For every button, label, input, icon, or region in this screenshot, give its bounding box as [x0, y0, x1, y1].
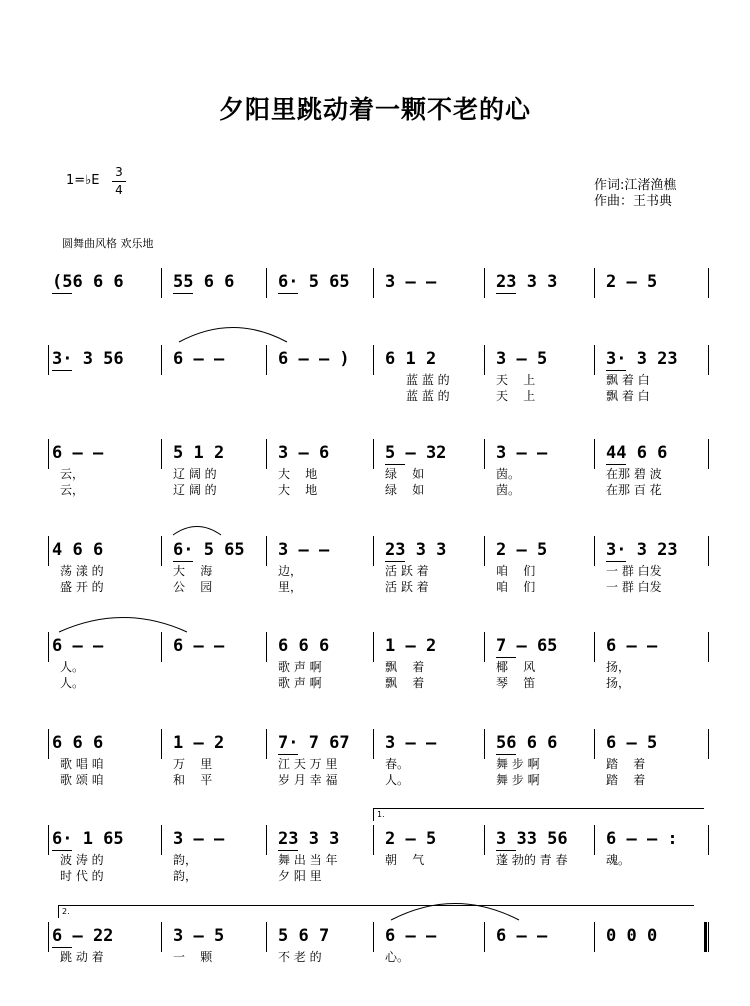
volta-number: 1. [377, 810, 385, 819]
bar-line [373, 729, 374, 759]
beam-line [606, 370, 626, 371]
lyric-line-2: 活 跃 着 [385, 580, 429, 594]
bar-line [48, 632, 49, 662]
bar-line [48, 536, 49, 566]
lyric-line-2: 飘 着 白 [606, 389, 650, 403]
measure: 7 – 65 [496, 636, 558, 656]
measure: 3 – 6 [278, 443, 330, 463]
key-signature: 1=♭E [66, 173, 100, 188]
measure: 6 – 22 [52, 926, 114, 946]
bar-line [708, 922, 709, 952]
bar-line [484, 632, 485, 662]
time-signature-bottom: 4 [115, 183, 123, 197]
bar-line [373, 922, 374, 952]
bar-line [594, 536, 595, 566]
measure: 7· 7 67 [278, 733, 350, 753]
lyric-line-2: 飘 着 [385, 676, 425, 690]
bar-line [161, 268, 162, 298]
lyric-line-1: 飘 着 白 [606, 373, 650, 387]
measure: 6 – – : [606, 829, 678, 849]
bar-line [594, 439, 595, 469]
measure: 6 – – [606, 636, 658, 656]
bar-line [373, 825, 374, 855]
lyric-line-1: 舞 出 当 年 [278, 853, 338, 867]
lyric-line-2: 蓝 蓝 的 [406, 389, 450, 403]
lyric-line-1: 韵， [173, 853, 198, 867]
bar-line [161, 439, 162, 469]
bar-line [484, 536, 485, 566]
beam-line [385, 561, 405, 562]
lyric-line-2: 时 代 的 [60, 869, 104, 883]
lyric-line-1: 春。 [385, 757, 410, 771]
measure: 3· 3 23 [606, 349, 678, 369]
bar-line [594, 729, 595, 759]
beam-line [52, 850, 72, 851]
lyric-line-2: 扬， [606, 676, 631, 690]
lyric-line-1: 辽 阔 的 [173, 467, 217, 481]
measure: 3 – – [385, 733, 437, 753]
lyric-line-1: 万 里 [173, 757, 213, 771]
measure: 3 – – [385, 272, 437, 292]
lyric-line-2: 绿 如 [385, 483, 425, 497]
lyric-line-1: 茵。 [496, 467, 521, 481]
measure: 1 – 2 [385, 636, 437, 656]
lyric-line-1: 魂。 [606, 853, 631, 867]
measure: 56 6 6 [496, 733, 558, 753]
measure: 55 6 6 [173, 272, 235, 292]
lyric-line-1: 朝 气 [385, 853, 425, 867]
lyric-line-1: 椰 风 [496, 660, 536, 674]
measure: 6 – – [173, 349, 225, 369]
measure: 3 33 56 [496, 829, 568, 849]
lyric-line-1: 江 天 万 里 [278, 757, 338, 771]
bar-line [48, 825, 49, 855]
beam-line [52, 370, 72, 371]
measure: 23 3 3 [496, 272, 558, 292]
measure: 6· 5 65 [173, 540, 245, 560]
lyric-line-2: 歌 颂 咱 [60, 773, 104, 787]
lyric-line-1: 心。 [385, 950, 410, 964]
lyric-line-2: 在那 百 花 [606, 483, 662, 497]
lyric-line-2: 人。 [60, 676, 85, 690]
bar-line [484, 729, 485, 759]
measure: 6· 1 65 [52, 829, 124, 849]
lyric-line-1: 舞 步 啊 [496, 757, 540, 771]
final-bar-line [704, 922, 707, 952]
beam-line [278, 850, 298, 851]
bar-line [266, 268, 267, 298]
tempo-style: 圆舞曲风格 欢乐地 [62, 237, 154, 250]
lyric-line-1: 天 上 [496, 373, 536, 387]
measure: 0 0 0 [606, 926, 658, 946]
bar-line [161, 729, 162, 759]
lyric-line-1: 大 地 [278, 467, 318, 481]
bar-line [594, 825, 595, 855]
measure: 2 – 5 [385, 829, 437, 849]
measure: 6 6 6 [278, 636, 330, 656]
measure: 3 – – [173, 829, 225, 849]
measure: 1 – 2 [173, 733, 225, 753]
bar-line [594, 922, 595, 952]
bar-line [373, 439, 374, 469]
measure: 3 – – [278, 540, 330, 560]
beam-line [173, 561, 193, 562]
bar-line [594, 632, 595, 662]
bar-line [708, 825, 709, 855]
lyric-line-1: 咱 们 [496, 564, 536, 578]
bar-line [266, 439, 267, 469]
bar-line [484, 345, 485, 375]
bar-line [266, 825, 267, 855]
measure: 6 6 6 [52, 733, 104, 753]
bar-line [266, 345, 267, 375]
measure: 6 – – [385, 926, 437, 946]
measure: 6 – – [52, 443, 104, 463]
measure: 3 – 5 [173, 926, 225, 946]
bar-line [594, 268, 595, 298]
beam-line [385, 464, 405, 465]
volta-number: 2. [62, 907, 70, 916]
bar-line [161, 922, 162, 952]
beam-line [496, 850, 516, 851]
measure: 23 3 3 [278, 829, 340, 849]
lyric-line-1: 绿 如 [385, 467, 425, 481]
lyricist: 作词:江渚渔樵 [594, 178, 677, 193]
time-signature-top: 3 [115, 165, 123, 179]
bar-line [48, 922, 49, 952]
bar-line [708, 632, 709, 662]
bar-line [161, 536, 162, 566]
bar-line [708, 536, 709, 566]
lyric-line-1: 蓝 蓝 的 [406, 373, 450, 387]
beam-line [52, 947, 72, 948]
bar-line [484, 825, 485, 855]
lyric-line-2: 天 上 [496, 389, 536, 403]
measure: 5 – 32 [385, 443, 447, 463]
bar-line [161, 825, 162, 855]
bar-line [266, 536, 267, 566]
bar-line [48, 439, 49, 469]
lyric-line-1: 云， [60, 467, 85, 481]
lyric-line-1: 跳 动 着 [60, 950, 104, 964]
measure: 4 6 6 [52, 540, 104, 560]
volta-bracket [58, 905, 694, 918]
lyric-line-2: 夕 阳 里 [278, 869, 322, 883]
bar-line [161, 345, 162, 375]
slur-arc [58, 617, 188, 633]
lyric-line-1: 歌 唱 咱 [60, 757, 104, 771]
bar-line [48, 729, 49, 759]
lyric-line-1: 边， [278, 564, 303, 578]
lyric-line-2: 舞 步 啊 [496, 773, 540, 787]
lyric-line-1: 一 群 白发 [606, 564, 662, 578]
lyric-line-2: 茵。 [496, 483, 521, 497]
beam-line [606, 561, 626, 562]
lyric-line-2: 人。 [385, 773, 410, 787]
measure: 44 6 6 [606, 443, 668, 463]
beam-line [278, 754, 298, 755]
bar-line [266, 922, 267, 952]
lyric-line-2: 公 园 [173, 580, 213, 594]
beam-line [52, 293, 72, 294]
measure: (56 6 6 [52, 272, 124, 292]
measure: 6 – – ) [278, 349, 350, 369]
lyric-line-1: 人。 [60, 660, 85, 674]
bar-line [48, 345, 49, 375]
song-title: 夕阳里跳动着一颗不老的心 [218, 95, 531, 124]
bar-line [266, 632, 267, 662]
lyric-line-1: 踏 着 [606, 757, 646, 771]
bar-line [266, 729, 267, 759]
lyric-line-1: 歌 声 啊 [278, 660, 322, 674]
measure: 6 1 2 [385, 349, 437, 369]
slur-arc [178, 327, 288, 343]
lyric-line-1: 一 颗 [173, 950, 213, 964]
lyric-line-1: 波 涛 的 [60, 853, 104, 867]
bar-line [708, 729, 709, 759]
beam-line [496, 657, 516, 658]
bar-line [708, 345, 709, 375]
measure: 6 – – [173, 636, 225, 656]
bar-line [373, 345, 374, 375]
measure: 6· 5 65 [278, 272, 350, 292]
beam-line [278, 293, 298, 294]
beam-line [606, 464, 626, 465]
bar-line [484, 439, 485, 469]
beam-line [496, 293, 516, 294]
measure: 2 – 5 [606, 272, 658, 292]
measure: 3 – 5 [496, 349, 548, 369]
measure: 3 – – [496, 443, 548, 463]
composer: 作曲：王书典 [594, 194, 673, 209]
bar-line [161, 632, 162, 662]
bar-line [708, 268, 709, 298]
lyric-line-2: 琴 笛 [496, 676, 536, 690]
lyric-line-2: 踏 着 [606, 773, 646, 787]
lyric-line-1: 不 老 的 [278, 950, 322, 964]
volta-bracket [373, 808, 704, 821]
slur-arc [172, 526, 222, 536]
measure: 3· 3 23 [606, 540, 678, 560]
lyric-line-1: 大 海 [173, 564, 213, 578]
bar-line [594, 345, 595, 375]
lyric-line-1: 荡 漾 的 [60, 564, 104, 578]
lyric-line-2: 辽 阔 的 [173, 483, 217, 497]
measure: 6 – – [496, 926, 548, 946]
lyric-line-1: 扬， [606, 660, 631, 674]
lyric-line-2: 岁 月 幸 福 [278, 773, 338, 787]
measure: 5 1 2 [173, 443, 225, 463]
measure: 2 – 5 [496, 540, 548, 560]
bar-line [708, 439, 709, 469]
time-signature [112, 165, 126, 198]
measure: 3· 3 56 [52, 349, 124, 369]
measure: 6 – – [52, 636, 104, 656]
measure: 6 – 5 [606, 733, 658, 753]
measure: 5 6 7 [278, 926, 330, 946]
lyric-line-2: 咱 们 [496, 580, 536, 594]
bar-line [484, 922, 485, 952]
lyric-line-1: 活 跃 着 [385, 564, 429, 578]
bar-line [373, 268, 374, 298]
lyric-line-2: 和 平 [173, 773, 213, 787]
lyric-line-1: 在那 碧 波 [606, 467, 662, 481]
beam-line [496, 754, 516, 755]
lyric-line-2: 韵， [173, 869, 198, 883]
lyric-line-2: 一 群 白发 [606, 580, 662, 594]
beam-line [173, 293, 193, 294]
bar-line [373, 536, 374, 566]
lyric-line-2: 云， [60, 483, 85, 497]
measure: 23 3 3 [385, 540, 447, 560]
bar-line [484, 268, 485, 298]
lyric-line-2: 歌 声 啊 [278, 676, 322, 690]
lyric-line-2: 里， [278, 580, 303, 594]
lyric-line-1: 蓬 勃的 青 春 [496, 853, 568, 867]
bar-line [373, 632, 374, 662]
lyric-line-2: 大 地 [278, 483, 318, 497]
lyric-line-1: 飘 着 [385, 660, 425, 674]
lyric-line-2: 盛 开 的 [60, 580, 104, 594]
